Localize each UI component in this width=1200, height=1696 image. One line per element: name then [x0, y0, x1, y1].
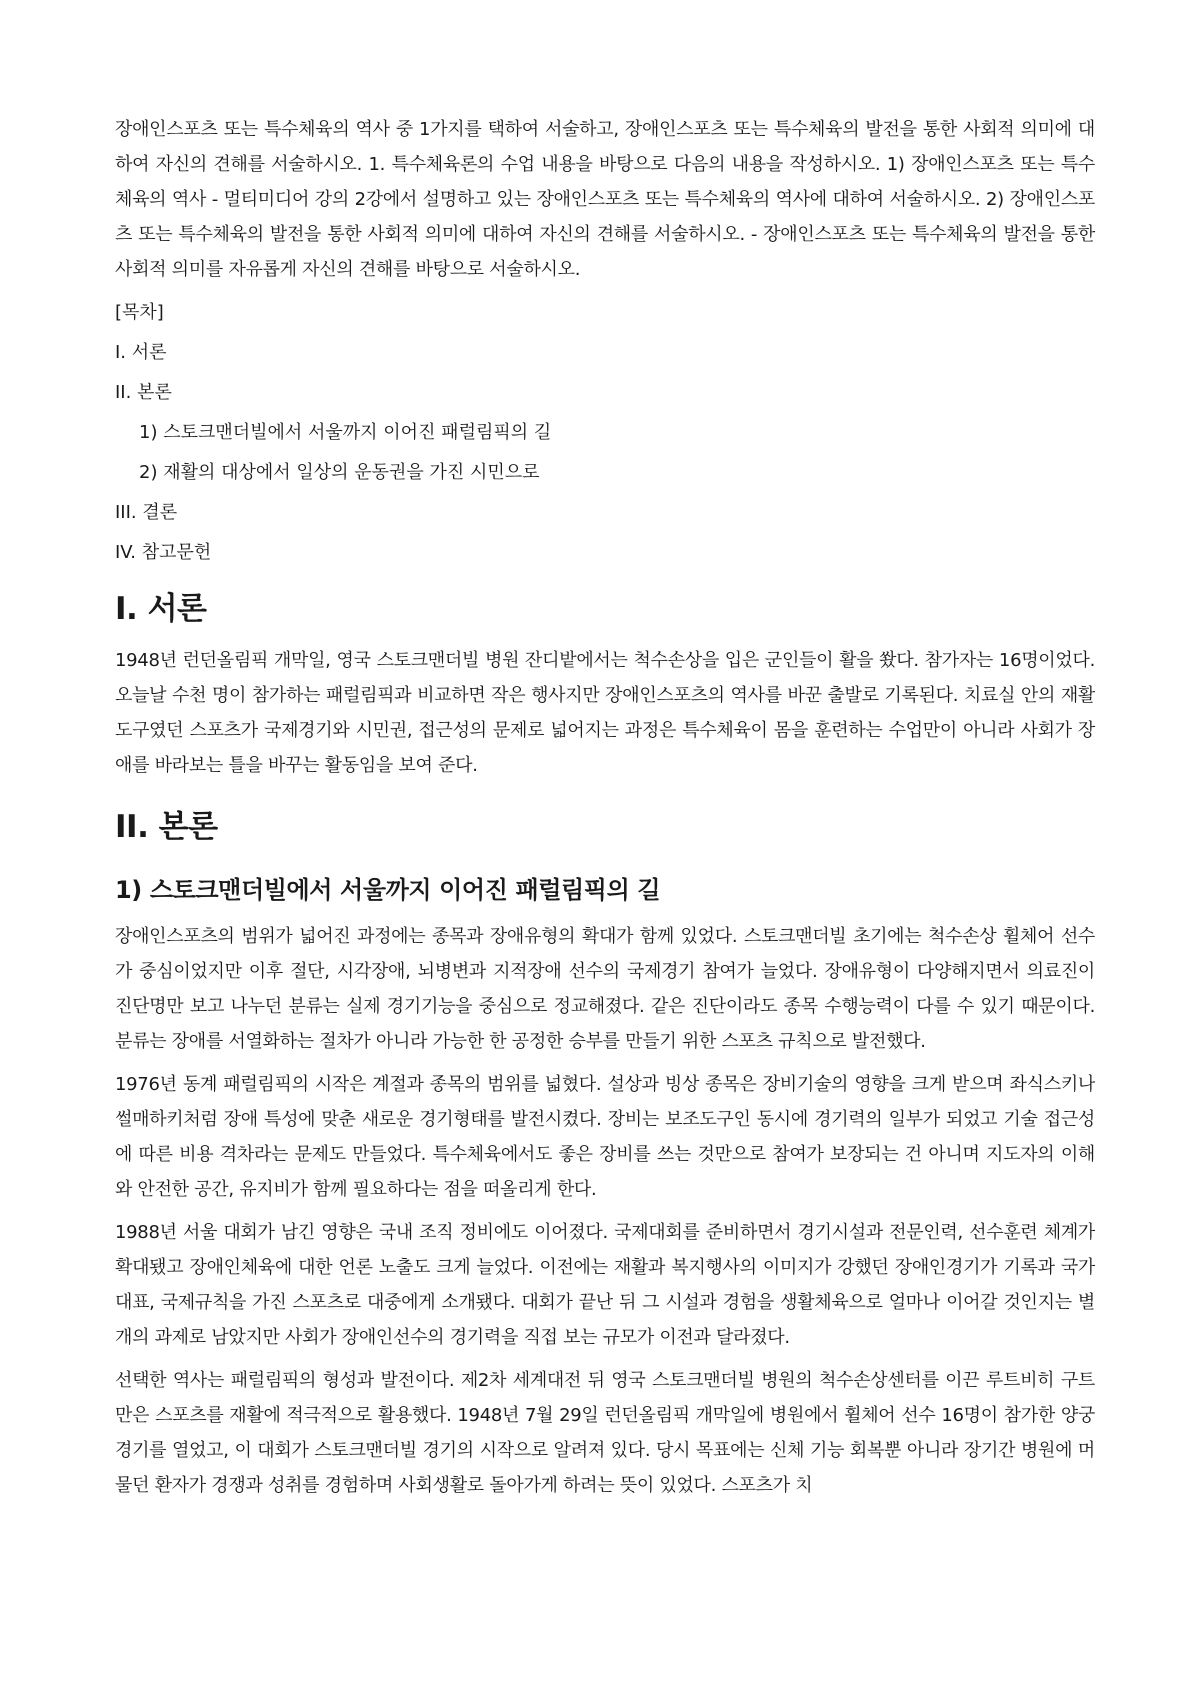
toc-heading: [목차] [115, 302, 164, 323]
section-title-body: II. 본론 [115, 809, 218, 845]
document-page [115, 112, 1095, 1511]
body-paragraph-4: 선택한 역사는 패럴림픽의 형성과 발전이다. 제2차 세계대전 뒤 영국 스토크맨더빌 병원의 척수손상센터를 이끈 루트비히 구트만은 스포츠를 재활에 적극적으로 활용했다. 1948년 7월 29일 런던올림픽 개막일에 병원에서 휠체어 선수 16명이 참가한 양궁 경기를 열었고, 이 대회가 스토크맨더빌 경기의 시작으로 알려져 있다. 당시 목표에는 신체 기능 회복뿐 아니라 장기간 병원에 머물던 환자가 경쟁과 성취를 경험하며 사회생활로 돌아가게 하려는 뜻이 있었다. 스포츠가 치 [115, 1370, 1095, 1496]
section-title-intro: I. 서론 [115, 591, 207, 627]
toc-item-body-1: 1) 스토크맨더빌에서 서울까지 이어진 패럴림픽의 길 [139, 422, 552, 443]
intro-paragraph: 1948년 런던올림픽 개막일, 영국 스토크맨더빌 병원 잔디밭에서는 척수손상을 입은 군인들이 활을 쐈다. 참가자는 16명이었다. 오늘날 수천 명이 참가하는 패럴림픽과 비교하면 작은 행사지만 장애인스포츠의 역사를 바꾼 출발로 기록된다. 치료실 안의 재활 도구였던 스포츠가 국제경기와 시민권, 접근성의 문제로 넓어지는 과정은 특수체육이 몸을 훈련하는 수업만이 아니라 사회가 장애를 바라보는 틀을 바꾸는 활동임을 보여 준다. [115, 650, 1095, 776]
body-paragraph-2: 1976년 동계 패럴림픽의 시작은 계절과 종목의 범위를 넓혔다. 설상과 빙상 종목은 장비기술의 영향을 크게 받으며 좌식스키나 썰매하키처럼 장애 특성에 맞춘 새로운 경기형태를 발전시켰다. 장비는 보조도구인 동시에 경기력의 일부가 되었고 기술 접근성에 따른 비용 격차라는 문제도 만들었다. 특수체육에서도 좋은 장비를 쓰는 것만으로 참여가 보장되는 건 아니며 지도자의 이해와 안전한 공간, 유지비가 함께 필요하다는 점을 떠올리게 한다. [115, 1074, 1095, 1200]
body-paragraph-3: 1988년 서울 대회가 남긴 영향은 국내 조직 정비에도 이어졌다. 국제대회를 준비하면서 경기시설과 전문인력, 선수훈련 체계가 확대됐고 장애인체육에 대한 언론 노출도 크게 늘었다. 이전에는 재활과 복지행사의 이미지가 강했던 장애인경기가 기록과 국가대표, 국제규칙을 가진 스포츠로 대중에게 소개됐다. 대회가 끝난 뒤 그 시설과 경험을 생활체육으로 얼마나 이어갈 것인지는 별개의 과제로 남았지만 사회가 장애인선수의 경기력을 직접 보는 규모가 이전과 달라졌다. [115, 1222, 1095, 1348]
subsection-title-1: 1) 스토크맨더빌에서 서울까지 이어진 패럴림픽의 길 [115, 876, 661, 904]
table-of-contents [115, 341, 1095, 565]
toc-item-conclusion: III. 결론 [115, 502, 178, 523]
toc-item-body-2: 2) 재활의 대상에서 일상의 운동권을 가진 시민으로 [139, 462, 540, 483]
body-paragraph-1: 장애인스포츠의 범위가 넓어진 과정에는 종목과 장애유형의 확대가 함께 있었다. 스토크맨더빌 초기에는 척수손상 휠체어 선수가 중심이었지만 이후 절단, 시각장애, 뇌병변과 지적장애 선수의 국제경기 참여가 늘었다. 장애유형이 다양해지면서 의료진이 진단명만 보고 나누던 분류는 실제 경기기능을 중심으로 정교해졌다. 같은 진단이라도 종목 수행능력이 다를 수 있기 때문이다. 분류는 장애를 서열화하는 절차가 아니라 가능한 한 공정한 승부를 만들기 위한 스포츠 규칙으로 발전했다. [115, 926, 1095, 1052]
toc-item-references: IV. 참고문헌 [115, 542, 212, 563]
assignment-prompt: 장애인스포츠 또는 특수체육의 역사 중 1가지를 택하여 서술하고, 장애인스포츠 또는 특수체육의 발전을 통한 사회적 의미에 대하여 자신의 견해를 서술하시오. 1. 특수체육론의 수업 내용을 바탕으로 다음의 내용을 작성하시오. 1) 장애인스포츠 또는 특수체육의 역사 - 멀티미디어 강의 2강에서 설명하고 있는 장애인스포츠 또는 특수체육의 역사에 대하여 서술하시오. 2) 장애인스포츠 또는 특수체육의 발전을 통한 사회적 의미에 대하여 자신의 견해를 서술하시오. - 장애인스포츠 또는 특수체육의 발전을 통한 사회적 의미를 자유롭게 자신의 견해를 바탕으로 서술하시오. [115, 119, 1095, 280]
toc-item-intro: I. 서론 [115, 342, 167, 363]
toc-item-body: II. 본론 [115, 382, 172, 403]
